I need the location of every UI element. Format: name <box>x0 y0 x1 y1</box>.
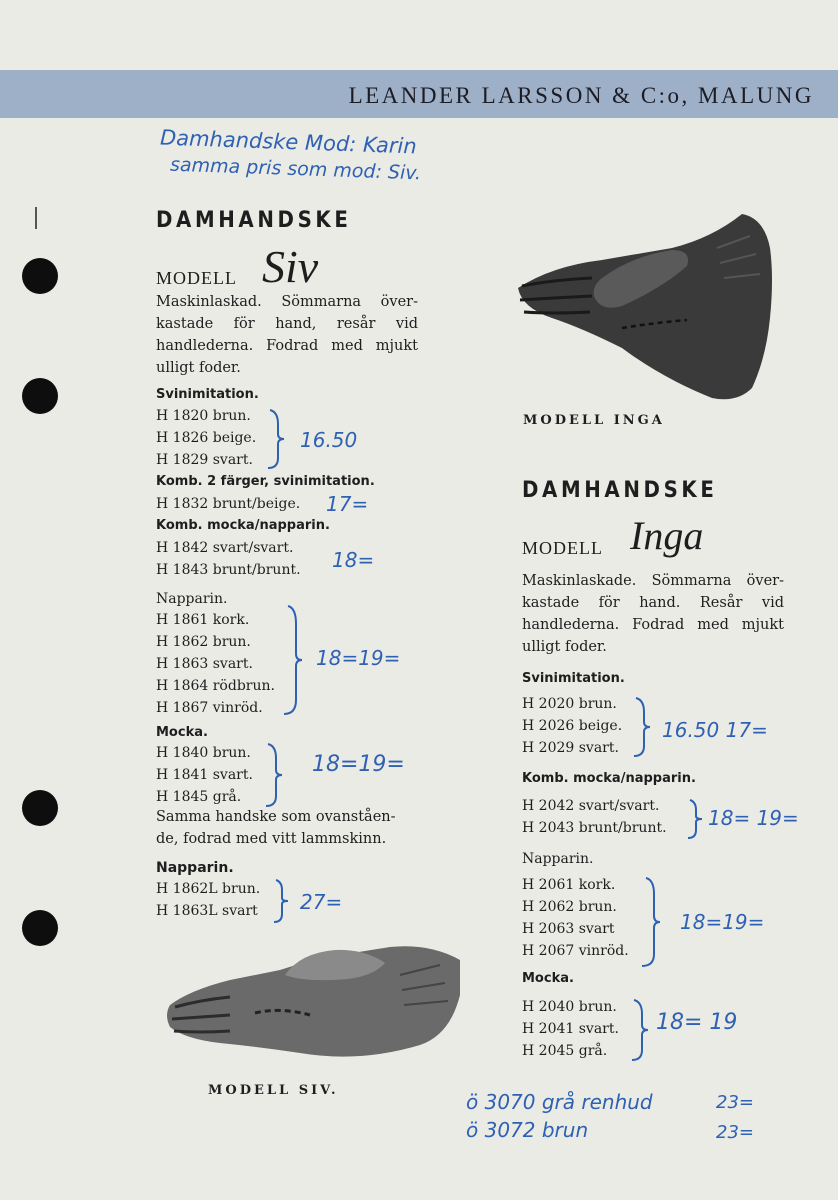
right-item: H 2067 vinröd. <box>522 943 629 959</box>
left-section-title: Komb. 2 färger, svinimitation. <box>156 474 375 489</box>
company-name: LEANDER LARSSON & C:o, MALUNG <box>348 83 814 108</box>
left-item: H 1826 beige. <box>156 430 257 446</box>
left-section-title: Svinimitation. <box>156 387 259 402</box>
handwritten-price: 17= <box>326 492 369 516</box>
handwritten-note-line-2: samma pris som mod: Siv. <box>169 153 422 185</box>
glove-photo-inga <box>512 208 780 408</box>
handwritten-price: 18=19= <box>680 910 765 934</box>
binder-hole-2 <box>22 378 58 414</box>
right-section-title: Napparin. <box>522 851 594 867</box>
right-section-title: Mocka. <box>522 971 574 986</box>
left-section-title: Mocka. <box>156 725 208 740</box>
handwritten-price: 27= <box>300 890 343 914</box>
handwritten-price: 18=19= <box>312 752 405 777</box>
left-description-line: Maskinlaskad. Sömmarna över- <box>156 294 418 310</box>
brace-mark <box>272 878 292 924</box>
left-item: H 1863 svart. <box>156 656 253 672</box>
left-item: H 1832 brunt/beige. <box>156 496 301 512</box>
right-description <box>522 570 784 658</box>
handwritten-bottom-price-1: 23= <box>716 1092 754 1113</box>
left-caption: MODELL SIV. <box>208 1083 339 1098</box>
left-note-line: de, fodrad med vitt lammskinn. <box>156 831 387 847</box>
right-item: H 2063 svart <box>522 921 615 937</box>
brace-mark <box>632 696 654 758</box>
binder-hole-3 <box>22 790 58 826</box>
right-description-line: kastade för hand. Resår vid <box>522 595 784 611</box>
handwritten-price: 18=19= <box>316 646 401 670</box>
handwritten-price: 18= 19= <box>708 806 799 830</box>
left-description <box>156 291 418 379</box>
left-note <box>156 806 418 850</box>
left-item: H 1861 kork. <box>156 612 250 628</box>
right-description-line: ulligt foder. <box>522 639 607 655</box>
glove-photo-siv <box>160 935 470 1070</box>
right-modell-label: MODELL <box>522 538 603 558</box>
right-description-line: Maskinlaskade. Sömmarna över- <box>522 573 784 589</box>
handwritten-price: 16.50 <box>300 428 358 452</box>
handwritten-bottom-line-1: ö 3070 grå renhud <box>466 1090 653 1114</box>
brace-mark <box>282 604 306 716</box>
handwritten-price: 18= <box>332 548 375 572</box>
left-item: H 1829 svart. <box>156 452 253 468</box>
left-item: H 1841 svart. <box>156 767 253 783</box>
left-description-line: ulligt foder. <box>156 360 241 376</box>
right-item: H 2029 svart. <box>522 740 619 756</box>
brace-mark <box>630 998 652 1062</box>
right-caption: MODELL INGA <box>523 413 665 428</box>
brace-mark <box>640 876 664 968</box>
handwritten-price: 18= 19 <box>656 1010 738 1035</box>
margin-mark <box>35 207 37 229</box>
right-modell-name: Inga <box>630 513 704 558</box>
left-item: H 1820 brun. <box>156 408 251 424</box>
right-item: H 2062 brun. <box>522 899 617 915</box>
right-item: H 2061 kork. <box>522 877 616 893</box>
left-heading: DAMHANDSKE <box>156 208 352 233</box>
right-heading: DAMHANDSKE <box>522 478 718 503</box>
left-description-line: kastade för hand, resår vid <box>156 316 418 332</box>
handwritten-bottom-line-2: ö 3072 brun <box>466 1118 589 1142</box>
left-item: H 1842 svart/svart. <box>156 540 294 556</box>
left-modell-name: Siv <box>262 241 319 292</box>
left-description-line: handlederna. Fodrad med mjukt <box>156 338 418 354</box>
right-item: H 2026 beige. <box>522 718 623 734</box>
left-note-line: Samma handske som ovanståen- <box>156 809 396 825</box>
right-item: H 2041 svart. <box>522 1021 619 1037</box>
right-item: H 2040 brun. <box>522 999 617 1015</box>
handwritten-price: 16.50 17= <box>662 718 768 742</box>
binder-hole-4 <box>22 910 58 946</box>
left-item: H 1862 brun. <box>156 634 251 650</box>
left-item: H 1864 rödbrun. <box>156 678 275 694</box>
right-description-line: handlederna. Fodrad med mjukt <box>522 617 784 633</box>
right-item: H 2020 brun. <box>522 696 617 712</box>
right-item: H 2043 brunt/brunt. <box>522 820 667 836</box>
right-item: H 2045 grå. <box>522 1043 608 1059</box>
handwritten-bottom-price-2: 23= <box>716 1122 754 1143</box>
right-section-title: Svinimitation. <box>522 671 625 686</box>
brace-mark <box>266 408 288 470</box>
left-item: H 1845 grå. <box>156 789 242 805</box>
brace-mark <box>686 798 706 840</box>
right-item: H 2042 svart/svart. <box>522 798 660 814</box>
left-item: H 1862L brun. <box>156 881 261 897</box>
left-modell-label: MODELL <box>156 268 237 288</box>
binder-hole-1 <box>22 258 58 294</box>
brace-mark <box>264 742 286 808</box>
left-section-title: Komb. mocka/napparin. <box>156 518 330 533</box>
left-item: H 1863L svart <box>156 903 258 919</box>
handwritten-note-line-1: Damhandske Mod: Karin <box>159 125 418 159</box>
left-section-title: Napparin. <box>156 591 228 607</box>
left-item: H 1843 brunt/brunt. <box>156 562 301 578</box>
right-section-title: Komb. mocka/napparin. <box>522 771 696 786</box>
left-section-title: Napparin. <box>156 860 234 876</box>
left-item: H 1840 brun. <box>156 745 251 761</box>
left-item: H 1867 vinröd. <box>156 700 263 716</box>
